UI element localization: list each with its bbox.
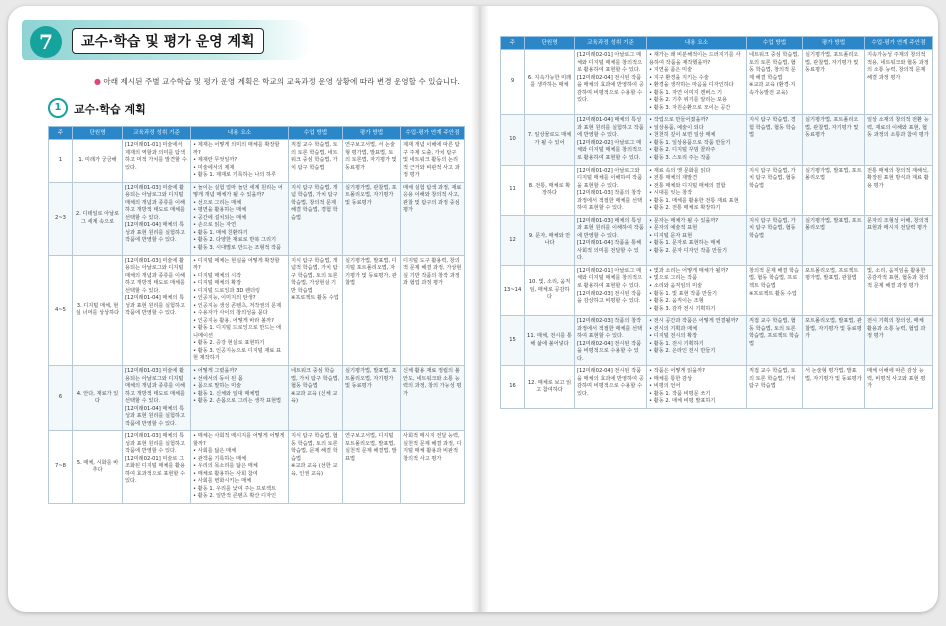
method-cell: 네트워크 중심 학습법, 가치 탐구 학습법, 협동 학습법 ※교과 교육 (신체 교육) (289, 365, 343, 430)
standard-cell: [12미래02-04] 전시된 작품을 매체의 효과에 반영하여 공감하며 비평적으로 수용할 수 있다. (575, 366, 647, 409)
method-cell: 지식 탐구 학습법, 개념적 학습법, 가치 탐구 학습법, 토의 토론 학습법, 가상현실 기반 학습법 ※프로젝트 활동 수업 (289, 255, 343, 365)
content-cell: • 놀이는 실험 얼마 놀던 세계 원리는 어떻게 개념 매체가 될 수 있을까? • 선으로 그리는 매체 • 평면을 활용하는 매체 • 공간에 설치되는 매체 • 손으로 읽는 자연 • 활동 1. 매체 친환하기 • 활동 2. 다양한 재료로 반복 그리기 • 활동 3. 시대별로 만드는 조형적 작품 (191, 182, 289, 255)
method-cell: 직접 교수 학습법, 협동 학습법, 토의 토론 학습법, 프로젝트 학습법 (747, 316, 803, 366)
focus-cell: 사회적 메시지 전달 능력, 실천적 문제 해결 과정, 디지털 매체 활용과 비판적 창의적 사고 평가 (401, 431, 465, 504)
unit-cell: 11. 매체, 전시를 통해 삶에 불어넣다 (525, 316, 575, 366)
week-cell: 1 (49, 140, 73, 183)
method-cell: 지식 탐구 학습법, 개념 학습법, 가치 탐구 학습법, 창의적 문제 해결 학습법, 경험 학습법 (289, 182, 343, 255)
content-cell: • 작품은 어떻게 읽을까? • 매체를 통한 감상 • 비평의 언어 • 활동 1. 작품 비평문 쓰기 • 활동 2. 매체 비평 발표하기 (647, 366, 747, 409)
week-cell: 6 (49, 365, 73, 430)
week-cell: 4~5 (49, 255, 73, 365)
unit-cell: 1. 미래가 궁금해 (73, 140, 123, 183)
section-number: 7 (30, 26, 62, 58)
content-cell: • 작업으로 만들어졌을까? • 일상용품, 예술이 되다 • 천천히 깊이 보면 일상 매체 • 활동 1. 일상용품으로 작품 만들기 • 활동 2. 디지털 꾸밈 콜라주 • 활동 3. 스토리 주는 작품 (647, 115, 747, 165)
focus-cell: 문자의 조형성 이해, 창의적 표현과 메시지 전달력 평가 (865, 215, 933, 265)
plan-table-left (48, 126, 465, 504)
column-header: 수업 방법 (289, 127, 343, 140)
subsection-title: 교수·학습 계획 (74, 103, 146, 116)
table-row (49, 431, 465, 504)
section-title: 교수·학습 및 평가 운영 계획 (72, 28, 264, 54)
week-cell: 11 (501, 165, 525, 215)
content-cell: • 문자는 매체가 될 수 있을까? • 문자의 예술적 표현 • 디지털 문자 표현 • 활동 1. 문자로 표현하는 매체 • 활동 2. 문자 디자인 작품 만들기 (647, 215, 747, 265)
table-row (501, 265, 933, 315)
evaluation-cell: 포트폴리오법, 발표법, 관찰법, 자기평가 및 동료평가 (803, 316, 865, 366)
week-cell: 13~14 (501, 265, 525, 315)
week-cell: 2~3 (49, 182, 73, 255)
focus-cell: 전시 기획의 창의성, 매체 활용과 소통 능력, 협업 과정 평가 (865, 316, 933, 366)
method-cell: 네트워크 중심 학습법, 토의 토론 학습법, 협동 학습법, 창의적 문제 해결 학습법 ※교과 교육 (환경·지속가능발전 교육) (747, 50, 803, 115)
week-cell: 12 (501, 215, 525, 265)
table-row (501, 366, 933, 409)
week-cell: 10 (501, 115, 525, 165)
method-cell: 직접 교수 학습법, 토의 토론 학습법, 가치 탐구 학습법 (747, 366, 803, 409)
table-row (501, 115, 933, 165)
column-header: 수업 방법 (747, 37, 803, 50)
standard-cell: [12미래01-01] 미술에서 제재의 역할과 의미를 탐색하고 미적 가치를 발견할 수 있다. (123, 140, 191, 183)
method-cell: 지식 탐구 학습법, 가치 탐구 학습법, 협동 학습법 (747, 215, 803, 265)
week-cell: 16 (501, 366, 525, 409)
standard-cell: [12미래01-03] 매체의 특성과 표현 원리를 이해하여 작품에 반영할 수 있다. [12미래01-04] 작품을 통해 사회적 의미를 전달할 수 있다. (575, 215, 647, 265)
unit-cell: 6. 지속가능한 미래를 생각하는 매체 (525, 50, 575, 115)
table-row (49, 255, 465, 365)
content-cell: • 재가는 왜 비분해적이는 드러지기를 사용하여 작품을 제작했을까? • 지연을 품은 미술 • 지구 환경을 지키는 수술 • 환경을 생각하는 마음을 디자인하다 • 활동 1. 자연 이미지 캔버스 기 • 활동 2. 기후 위기를 알리는 포용 • 활동 3. 자원순환으로 모이는 공간 (647, 50, 747, 115)
focus-cell: 전통 매체의 창의적 재해석, 확장된 표현 방식과 재료 활용 평가 (865, 165, 933, 215)
bullet-icon: ● (94, 77, 101, 86)
section-header (22, 20, 322, 66)
left-page (8, 6, 474, 612)
standard-cell: [12미래02-01] 아날로그 매체와 디지털 매체를 창의적으로 활용하여 표현할 수 있다. [12미래02-04] 전시된 작품을 매체의 효과에 반영하여 공감하며 비평적으로 수용할 수 있다. (575, 50, 647, 115)
content-cell: • 어떻게 그렸을까? • 선에서의 동이 된 몸 • 몸으로 말하는 미술 • 활동 1. 신체와 일대 매체법 • 활동 2. 손몸으로 그리는 생각 표현법 (191, 365, 289, 430)
method-cell: 지식 탐구 학습법, 경험 학습법, 협동 학습법 (747, 115, 803, 165)
book-spread (8, 6, 938, 612)
column-header: 주 (501, 37, 525, 50)
evaluation-cell: 실기평가법, 발표법, 디지털 포트폴리오법, 자기평가 및 동료평가, 관찰법 (343, 255, 401, 365)
evaluation-cell: 실기평가법, 포트폴리오법, 관찰법, 자기평가 및 동료평가 (803, 50, 865, 115)
method-cell: 직접 교수 학습법, 토의 토론 학습법, 네트워크 중심 학습법, 가치 탐구 학습법 (289, 140, 343, 183)
column-header: 수업-평가 연계 주안점 (865, 37, 933, 50)
week-cell: 7~8 (49, 431, 73, 504)
week-cell: 9 (501, 50, 525, 115)
standard-cell: [12미래01-03] 미술에 활용되는 아날로그와 디지털 매체의 개념과 종류를 이해하고 개방적 태도로 매체를 선택할 수 있다. [12미래01-04] 매체의 특성과 표현 원리를 실험하고 작품에 반영할 수 있다. (123, 255, 191, 365)
table-row (501, 165, 933, 215)
method-cell: 지식 탐구 학습법, 가치 탐구 학습법, 협동 학습법 (747, 165, 803, 215)
evaluation-cell: 포트폴리오법, 프로젝트 평가법, 발표법, 관찰법 (803, 265, 865, 315)
unit-cell: 7. 일상물로도 매체가 될 수 있어 (525, 115, 575, 165)
standard-cell: [12미래02-01] 아날로그 매체와 디지털 매체를 창의적으로 활용하여 표현할 수 있다. [12미래02-03] 전시된 작품을 감상하고 비평할 수 있다. (575, 265, 647, 315)
intro-text (94, 76, 464, 87)
evaluation-cell: 실기평가법, 발표법, 포트폴리오법 (803, 165, 865, 215)
column-header: 수업-평가 연계 주안점 (401, 127, 465, 140)
unit-cell: 3. 디지털 매체, 현실 너머를 상상하다 (73, 255, 123, 365)
content-cell: • 매체는 사회적 메시지를 어떻게 어떻게 할까? • 사회를 닮은 매체 • 관객을 기록하는 매체 • 우리의 목소리를 닮은 매체 • 매체로 활용하는 사회 참여 • 사회를 변화시키는 매체 • 활동 1. 우리를 낯여 주는 프로젝트 • 활동 2. 일반적 콘텐츠 확산 디자인 (191, 431, 289, 504)
content-cell: • 전시 공간과 작품은 어떻게 연결될까? • 전시의 기획과 매체 • 디지털 전시의 확장 • 활동 1. 전시 기획하기 • 활동 2. 온라인 전시 만들기 (647, 316, 747, 366)
focus-cell: 매체 이해에 따른 감상 능력, 비평적 사고와 표현 평가 (865, 366, 933, 409)
focus-cell: 지속가능성 주제의 창의적 적용, 네트워크와 협동 과정의 소통 능력, 창의적 문제 해결 과정 평가 (865, 50, 933, 115)
table-row (49, 182, 465, 255)
unit-cell: 12. 매체로 보고 읽고 참여하다 (525, 366, 575, 409)
standard-cell: [12미래01-02] 아날로그와 디지털 매체를 이해하여 작품을 표현할 수 있다. [12미래01-03] 작품의 창작 과정에서 적절한 매체를 선택하여 표현할 수 있다. (575, 165, 647, 215)
method-cell: 지식 탐구 학습법, 협동 학습법, 토의 토론 학습법, 문제 해결 학습법 ※교과 교육 (선한 교육, 인권 교육) (289, 431, 343, 504)
table-row (501, 215, 933, 265)
column-header: 평가 방법 (803, 37, 865, 50)
standard-cell: [12미래01-04] 매체의 특성과 표현 원리를 실험하고 작품에 반영할 수 있다. [12미래02-02] 아날로그 매체와 디지털 매체를 창의적으로 활용하여 표현할 수 있다. (575, 115, 647, 165)
column-header: 단원명 (73, 127, 123, 140)
subsection-number: 1 (48, 98, 68, 118)
standard-cell: [12미래01-03] 미술에 활용되는 아날로그와 디지털 매체의 개념과 종류를 이해하고 개방적 태도로 매체를 선택할 수 있다. [12미래01-04] 매체의 특성과 표현 원리를 실험하고 작품에 반영할 수 있다. (123, 182, 191, 255)
focus-cell: 디지털 도구 활용력, 창의적 문제 해결 과정, 가상현실 기반 작품의 창작 과정과 협업 과정 평가 (401, 255, 465, 365)
focus-cell: 신체 활용 재료 정립의 불안도, 네트워크와 소통 능력의 과정, 창의 가능성 평가 (401, 365, 465, 430)
intro-sentence: 아래 제시된 주별 교수학습 및 평가 운영 계획은 학교의 교육과정 운영 상황에 따라 변경 운영할 수 있습니다. (103, 77, 460, 86)
standard-cell: [12미래01-03] 매체의 특성과 표현 원리를 실험하고 작품에 반영할 수 있다. [12미래02-01] 미술로 그 조화된 디지털 매체를 활용하여 효과적으로 표현할 수 있다. (123, 431, 191, 504)
evaluation-cell: 연구보고서법, 디지털 포트폴리오법, 발표법, 실천적 문제 해결법, 발표법 (343, 431, 401, 504)
unit-cell: 10. 빛, 소리, 움직임, 매체로 공감하다 (525, 265, 575, 315)
evaluation-cell: 실기평가법, 발표법, 포트폴리오법, 자기평가 및 동료평가 (343, 365, 401, 430)
evaluation-cell: 연구보고서법, 서 논술형 평가법, 발표법, 토의 토론법, 자기평가 및 동료평가 (343, 140, 401, 183)
standard-cell: [12미래02-03] 작품의 창작 과정에서 적절한 매체를 선택하여 표현할 수 있다. [12미래02-04] 전시된 작품을 비평적으로 수용할 수 있다. (575, 316, 647, 366)
column-header: 단원명 (525, 37, 575, 50)
evaluation-cell: 실기평가법, 관찰법, 포트폴리오법, 자기평가 및 동료평가 (343, 182, 401, 255)
column-header: 주 (49, 127, 73, 140)
content-cell: • 재료 속의 옛 문화를 읽다 • 전통 매체의 재발견 • 전통 매체와 디지털 매체의 결합 • 시대를 잇는 창작 • 활동 1. 매체를 활용한 전통 재료 표현 • 활동 2. 전통 매체로 확장하기 (647, 165, 747, 215)
column-header: 내용 요소 (191, 127, 289, 140)
unit-cell: 2. 디테일로 아날로그 세계 속으로 (73, 182, 123, 255)
week-cell: 15 (501, 316, 525, 366)
right-page (488, 6, 938, 612)
focus-cell: 제재 개념 이해에 따른 탐구 주제 도출, 가치 탐구 및 네트워크 활동의 논리적 근거와 비판적 사고 과정 평가 (401, 140, 465, 183)
content-cell: • 제재는 어떻게 의미의 매체를 확장할까? • 제재란 무엇일까? • 미술에서의 제재 • 활동 1. 제재로 기록하는 나의 하루 (191, 140, 289, 183)
unit-cell: 9. 문자, 매체와 만나다 (525, 215, 575, 265)
table-row (49, 140, 465, 183)
evaluation-cell: 실기평가법, 발표법, 포트폴리오법 (803, 215, 865, 265)
table-row (501, 316, 933, 366)
unit-cell: 4. 안다, 재료가 있다 (73, 365, 123, 430)
content-cell: • 빛과 소리는 어떻게 매체가 될까? • 빛으로 그리는 작품 • 소리와 움직임의 미술 • 활동 1. 빛 표현 작품 만들기 • 활동 2. 움직이는 조형 • 활동 3. 감각 전시 기획하기 (647, 265, 747, 315)
unit-cell: 8. 전통, 매체로 확장하다 (525, 165, 575, 215)
method-cell: 창의적 문제 해결 학습법, 협동 학습법, 프로젝트 학습법 ※프로젝트 활동 수업 (747, 265, 803, 315)
book-gutter (471, 6, 489, 612)
column-header: 교육과정 성취 기준 (123, 127, 191, 140)
focus-cell: 매체 실험 탐색 과정, 재료 응용 이해와 창의적 사고, 관찰 및 탐구의 과정 중심 평가 (401, 182, 465, 255)
plan-table-right (500, 36, 933, 409)
unit-cell: 5. 매체, 시화를 바추다 (73, 431, 123, 504)
standard-cell: [12미래01-03] 미술에 활용되는 아날로그와 디지털 매체의 개념과 종류를 이해하고 개방적 태도로 매체를 선택할 수 있다. [12미래01-04] 매체의 특성과 표현 원리를 실험하고 작품에 반영할 수 있다. (123, 365, 191, 430)
evaluation-cell: 서 논술형 평가법, 발표법, 자기평가 및 동료평가 (803, 366, 865, 409)
evaluation-cell: 실기평가법, 포트폴리오법, 관찰법, 자기평가 및 동료평가 (803, 115, 865, 165)
table-row (501, 50, 933, 115)
column-header: 평가 방법 (343, 127, 401, 140)
focus-cell: 일상 소재의 창의적 전환 능력, 재료의 이해와 표현, 협동 과정의 소통과 참여 평가 (865, 115, 933, 165)
table-row (49, 365, 465, 430)
focus-cell: 빛, 소리, 움직임을 활용한 공감각적 표현, 협동과 창의적 문제 해결 과정 평가 (865, 265, 933, 315)
column-header: 내용 요소 (647, 37, 747, 50)
content-cell: • 디지털 매체는 현실을 어떻게 확장할까? • 디지털 매체의 시작 • 디지털 매체의 확장 • 디지털 드로잉과 3D 렌더링 • 인공지능, 이미지의 탄생? • 인공지능 생성 콘텐츠, 저작권의 문제 • 수용자가 사이의 창의성을 묻다 • 인공지능 활용, 어떻게 바라 볼까? • 활동 1. 디지털 드로잉으로 만드는 애니메이션 • 활동 2. 증강 현실로 표현하기 • 활동 3. 인공지능으로 디지털 재료 표현 제작하기 (191, 255, 289, 365)
column-header: 교육과정 성취 기준 (575, 37, 647, 50)
